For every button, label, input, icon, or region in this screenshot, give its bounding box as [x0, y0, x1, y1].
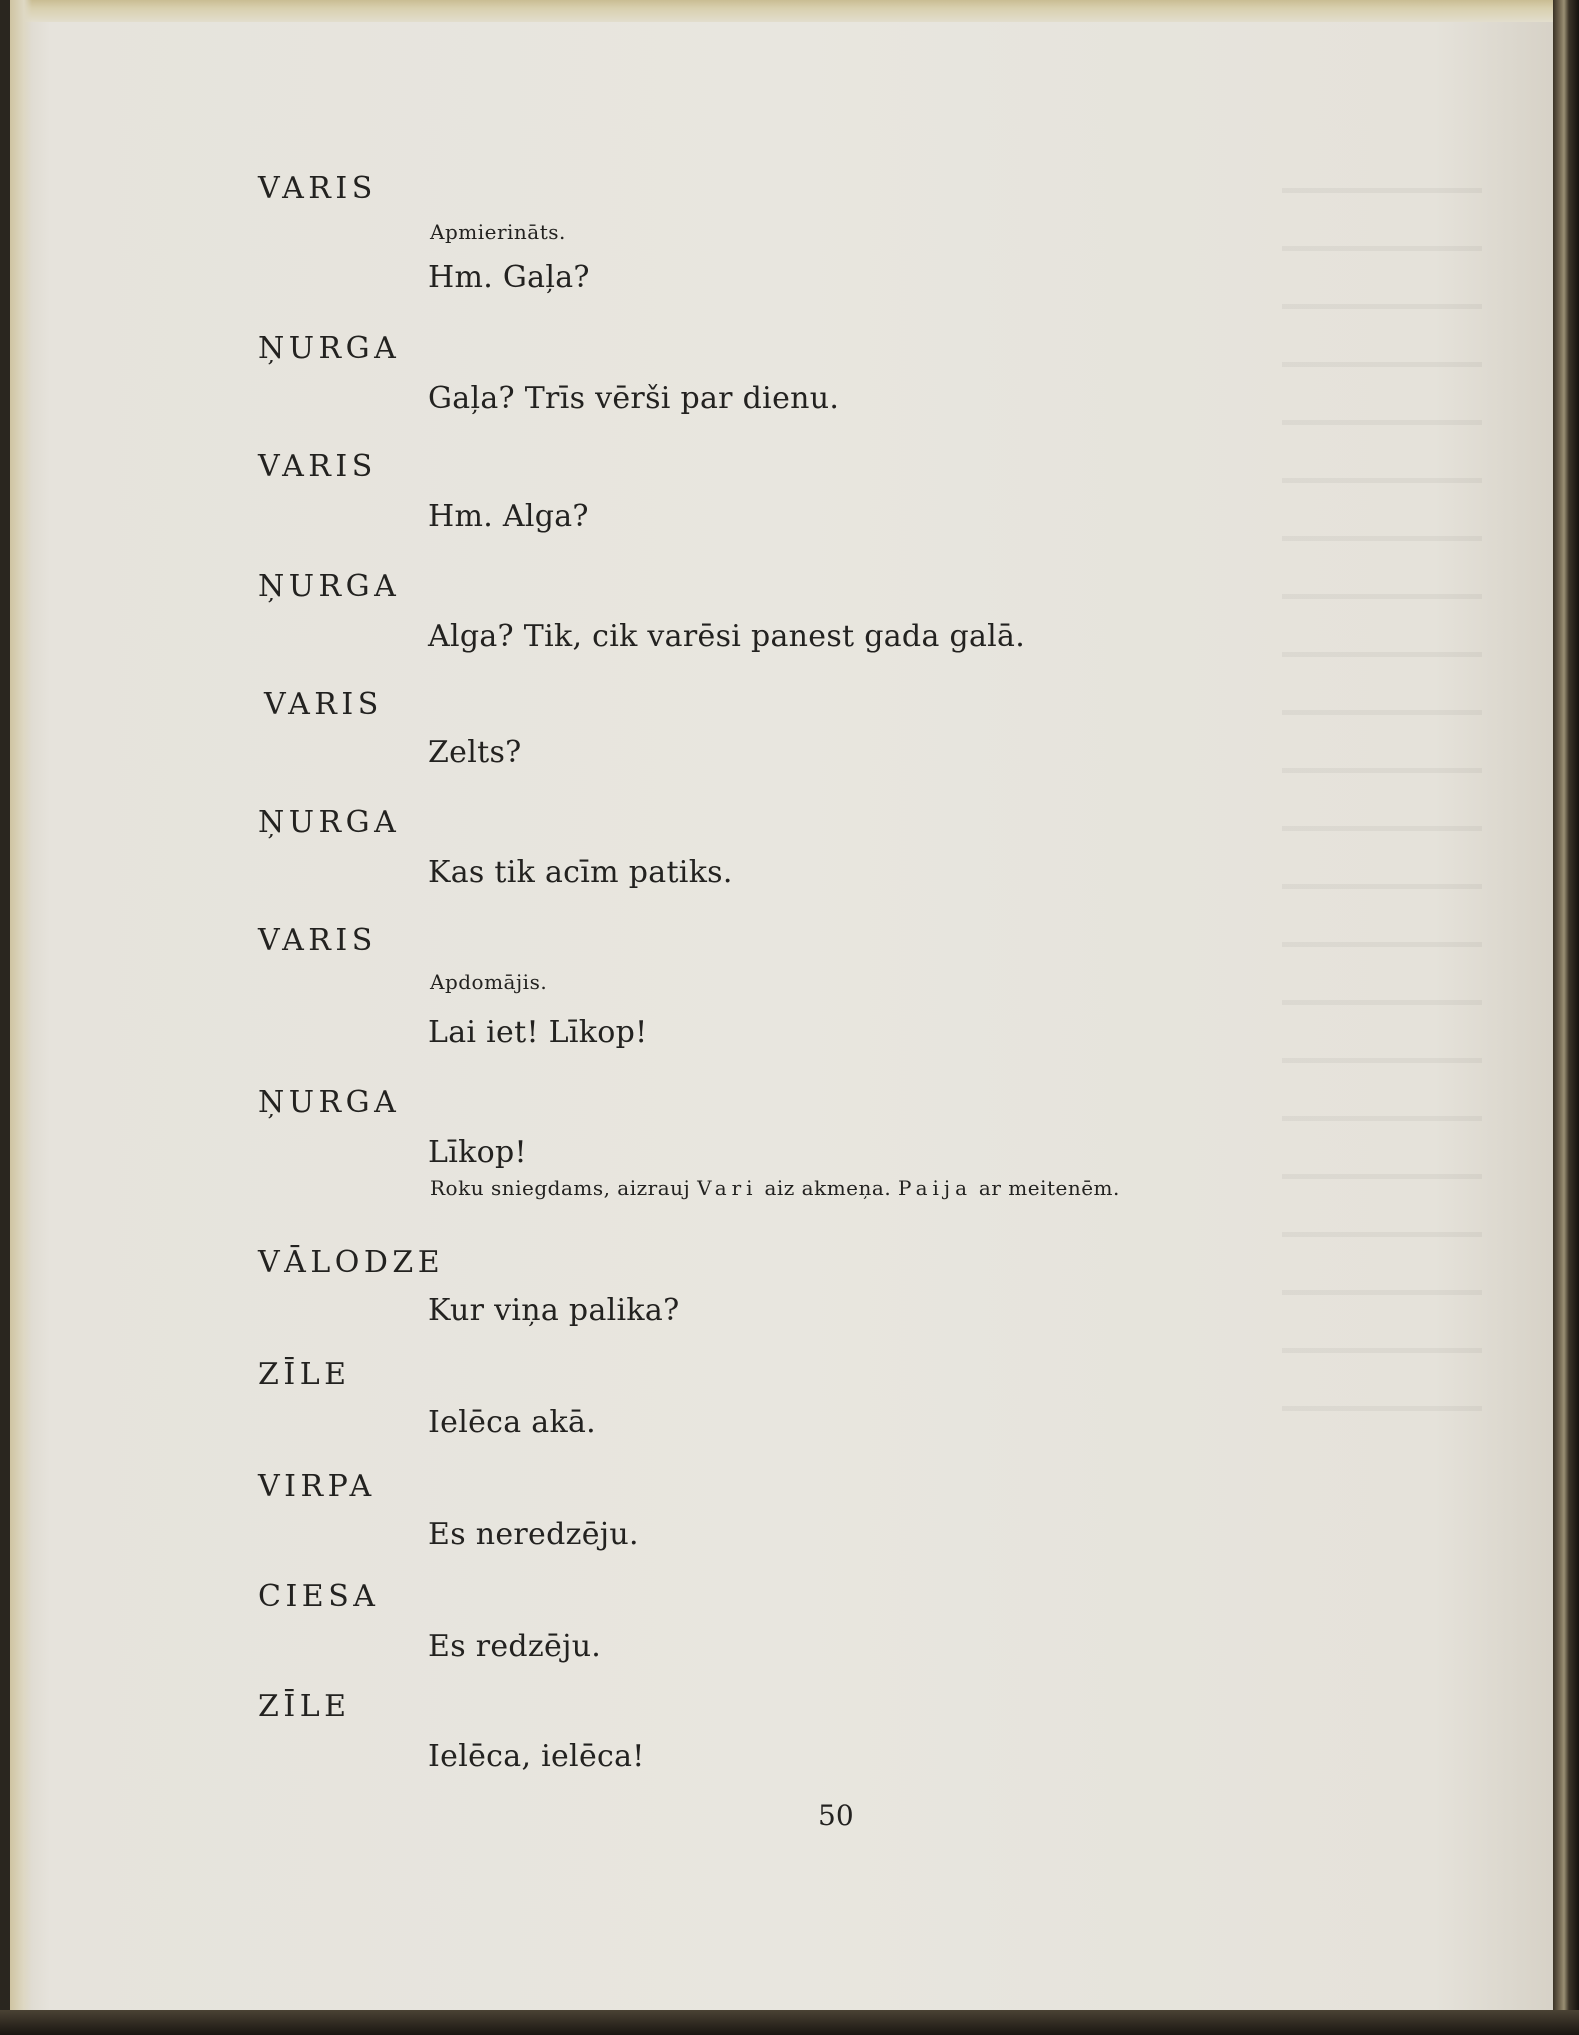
direction-text: Roku sniegdams, aizrauj [430, 1176, 691, 1200]
speaker-name: ŅURGA [258, 331, 401, 366]
speaker-name: VIRPA [258, 1469, 376, 1504]
speaker-name: ŅURGA [258, 1085, 401, 1120]
dialogue-line: Hm. Alga? [428, 499, 589, 534]
dialogue-line: Kur viņa palika? [428, 1293, 680, 1328]
book-spine [1553, 0, 1579, 2035]
book-page [10, 0, 1558, 2010]
character-name-spaced: Vari [697, 1176, 758, 1200]
page-left-edge [10, 0, 32, 2010]
dialogue-line: Es neredzēju. [428, 1517, 639, 1552]
speaker-name: ZĪLE [258, 1357, 351, 1392]
speaker-name: VARIS [258, 171, 377, 206]
speaker-name: ZĪLE [258, 1689, 351, 1724]
dialogue-line: Hm. Gaļa? [428, 260, 590, 295]
direction-text: aiz akmeņa. [764, 1176, 892, 1200]
dialogue-line: Zelts? [428, 735, 522, 770]
dialogue-line: Lai iet! Līkop! [428, 1015, 648, 1050]
speaker-name: ŅURGA [258, 569, 401, 604]
speaker-name: VARIS [258, 449, 377, 484]
direction-text: ar meitenēm. [978, 1176, 1120, 1200]
speaker-name: ŅURGA [258, 805, 401, 840]
show-through-text [1282, 160, 1482, 1420]
dialogue-line: Ielēca akā. [428, 1405, 596, 1440]
dialogue-line: Alga? Tik, cik varēsi panest gada galā. [428, 619, 1026, 654]
speaker-name: VARIS [264, 687, 383, 722]
speaker-name: VARIS [258, 923, 377, 958]
dialogue-line: Gaļa? Trīs vērši par dienu. [428, 381, 840, 416]
scan-bottom-edge [0, 2010, 1579, 2035]
speaker-name: VĀLODZE [258, 1245, 445, 1280]
character-name-spaced: Paija [898, 1176, 973, 1200]
page-top-edge [10, 0, 1558, 22]
dialogue-line: Kas tik acīm patiks. [428, 855, 733, 890]
dialogue-line: Līkop! [428, 1135, 527, 1170]
speaker-name: CIESA [258, 1579, 380, 1614]
stage-direction: Apdomājis. [430, 970, 548, 994]
page-number: 50 [818, 1799, 854, 1832]
dialogue-line: Ielēca, ielēca! [428, 1739, 645, 1774]
stage-direction-line [430, 1178, 1120, 1198]
stage-direction: Apmierināts. [430, 220, 566, 244]
dialogue-line: Es redzēju. [428, 1629, 602, 1664]
